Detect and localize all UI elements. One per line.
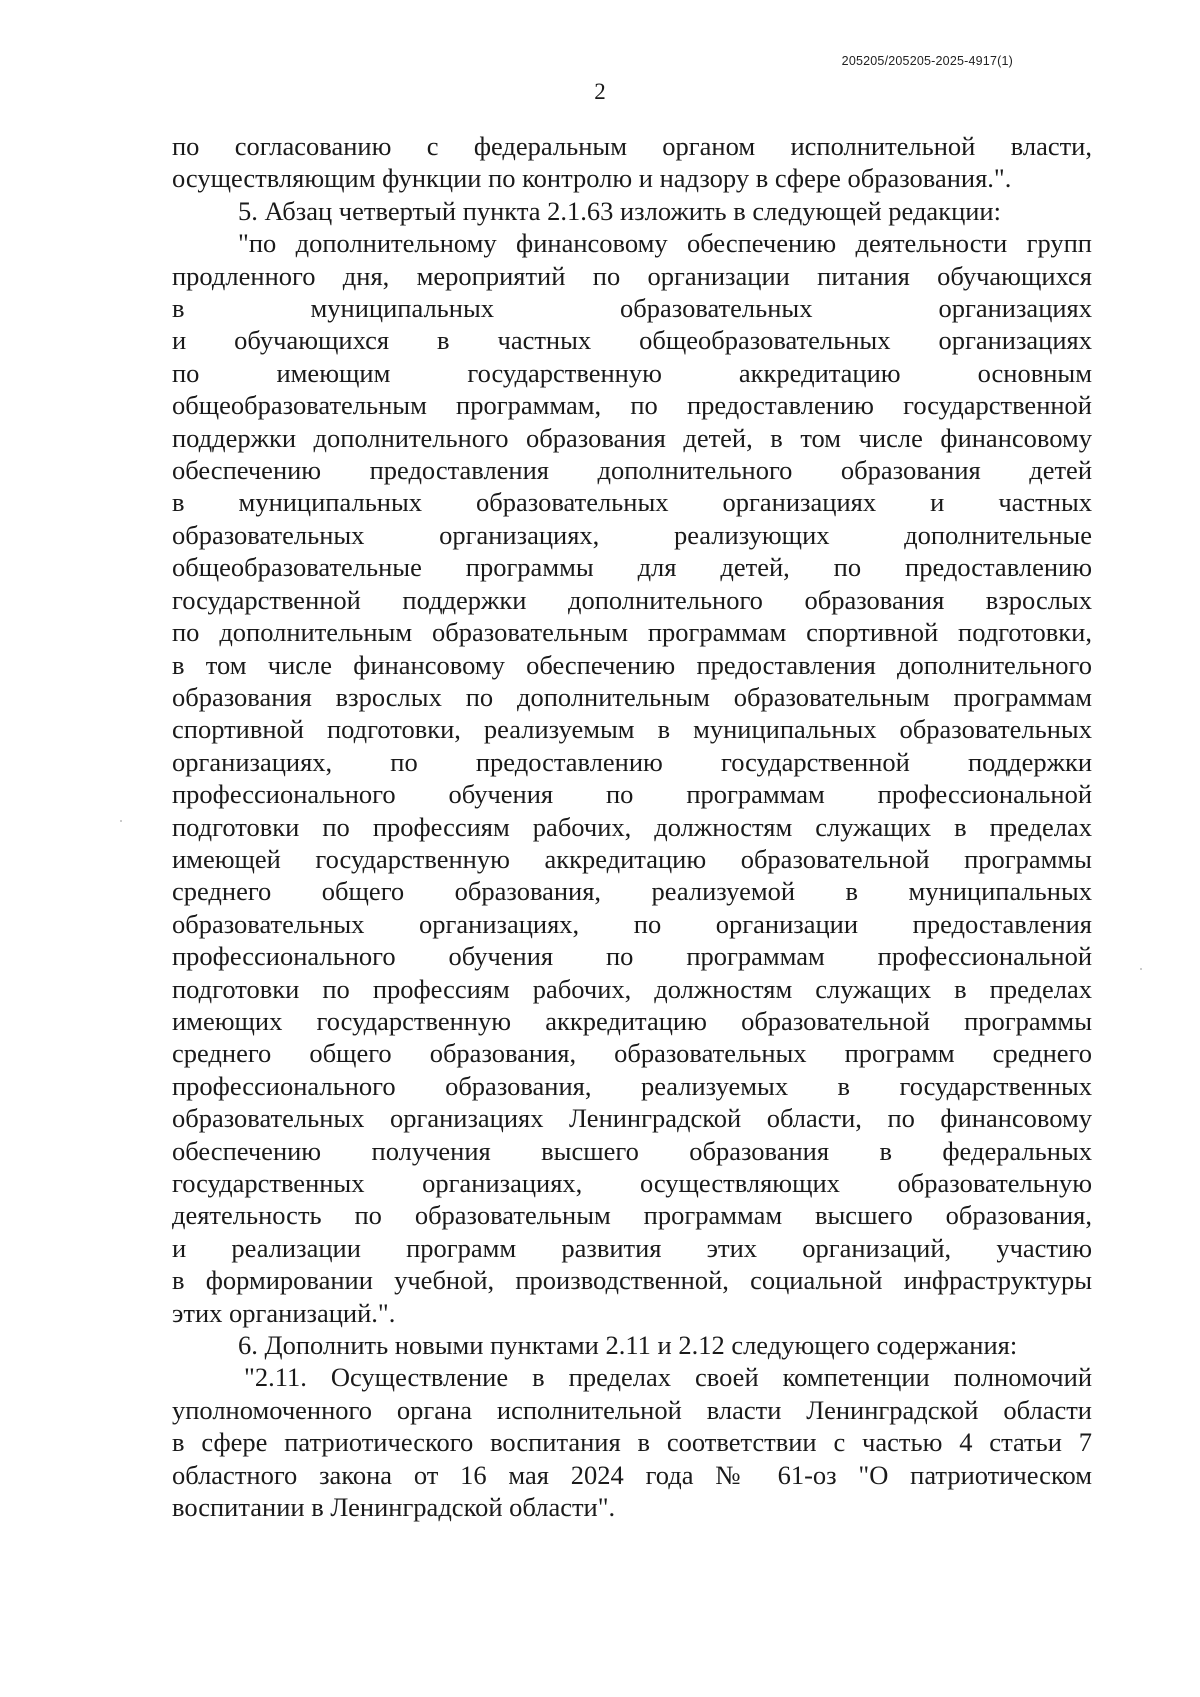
text-line: в муниципальных образовательных организациях и частных bbox=[172, 487, 1092, 518]
document-body bbox=[172, 130, 1092, 1523]
text-line: общеобразовательным программам, по предоставлению государственной bbox=[172, 390, 1092, 421]
text-line: по согласованию с федеральным органом исполнительной власти, bbox=[172, 131, 1092, 161]
text-line: образования взрослых по дополнительным образовательным программам bbox=[172, 681, 1092, 712]
text-line: 6. Дополнить новыми пунктами 2.11 и 2.12 следующего содержания: bbox=[238, 1330, 1018, 1361]
text-line: и реализации программ развития этих организаций, участию bbox=[172, 1232, 1092, 1263]
text-line: подготовки по профессиям рабочих, должностям служащих в пределах bbox=[172, 811, 1092, 842]
paragraph-item-6 bbox=[172, 1329, 1092, 1361]
text-line: в сфере патриотического воспитания в соответствии с частью 4 статьи 7 bbox=[172, 1427, 1092, 1458]
text-line: по дополнительным образовательным программам спортивной подготовки, bbox=[172, 617, 1092, 648]
text-line: профессионального обучения по программам профессиональной bbox=[172, 779, 1092, 810]
text-line: по имеющим государственную аккредитацию основным bbox=[172, 357, 1092, 388]
text-line: "по дополнительному финансовому обеспечению деятельности групп bbox=[238, 228, 1092, 259]
document-registration-number: 205205/205205-2025-4917(1) bbox=[841, 54, 1013, 68]
paragraph-intro bbox=[172, 130, 1092, 195]
text-line: имеющей государственную аккредитацию образовательной программы bbox=[172, 843, 1092, 874]
text-line: имеющих государственную аккредитацию образовательной программы bbox=[172, 1005, 1092, 1036]
text-line: государственной поддержки дополнительного образования взрослых bbox=[172, 584, 1092, 615]
text-line: общеобразовательные программы для детей, по предоставлению bbox=[172, 552, 1092, 583]
text-line: образовательных организациях Ленинградской области, по финансовому bbox=[172, 1103, 1092, 1134]
scan-speck bbox=[120, 820, 122, 822]
text-line: в том числе финансовому обеспечению предоставления дополнительного bbox=[172, 649, 1092, 680]
text-line: этих организаций.". bbox=[172, 1297, 396, 1328]
text-line: подготовки по профессиям рабочих, должностям служащих в пределах bbox=[172, 973, 1092, 1004]
text-line: среднего общего образования, образовательных программ среднего bbox=[172, 1038, 1092, 1069]
text-line: деятельность по образовательным программам высшего образования, bbox=[172, 1200, 1092, 1231]
paragraph-item-2-11 bbox=[172, 1361, 1092, 1523]
text-line: областного закона от 16 мая 2024 года № 61-оз "О патриотическом bbox=[172, 1459, 1092, 1490]
page-number: 2 bbox=[594, 79, 606, 104]
text-line: и обучающихся в частных общеобразовательных организациях bbox=[172, 325, 1092, 356]
text-line: образовательных организациях, по организации предоставления bbox=[172, 908, 1092, 939]
text-line: государственных организациях, осуществляющих образовательную bbox=[172, 1168, 1092, 1198]
text-line: среднего общего образования, реализуемой в муниципальных bbox=[172, 876, 1092, 907]
text-line: в формировании учебной, производственной, социальной инфраструктуры bbox=[172, 1265, 1092, 1296]
text-line: уполномоченного органа исполнительной власти Ленинградской области bbox=[172, 1394, 1092, 1425]
paragraph-item-5 bbox=[172, 195, 1092, 227]
text-line: 5. Абзац четвертый пункта 2.1.63 изложить в следующей редакции: bbox=[238, 195, 1001, 226]
text-line: поддержки дополнительного образования детей, в том числе финансовому bbox=[172, 422, 1092, 453]
text-line: осуществляющим функции по контролю и надзору в сфере образования.". bbox=[172, 163, 1012, 194]
text-line: организациях, по предоставлению государственной поддержки bbox=[172, 746, 1092, 777]
paragraph-item-5-quote bbox=[172, 227, 1092, 1329]
text-line: обеспечению получения высшего образования в федеральных bbox=[172, 1135, 1092, 1166]
text-line: профессионального образования, реализуемых в государственных bbox=[172, 1070, 1092, 1101]
text-line: образовательных организациях, реализующих дополнительные bbox=[172, 519, 1092, 550]
text-line: профессионального обучения по программам профессиональной bbox=[172, 941, 1092, 972]
text-line: спортивной подготовки, реализуемым в муниципальных образовательных bbox=[172, 714, 1092, 745]
text-line: "2.11. Осуществление в пределах своей компетенции полномочий bbox=[244, 1362, 1092, 1393]
text-line: воспитании в Ленинградской области". bbox=[172, 1492, 616, 1523]
text-line: продленного дня, мероприятий по организации питания обучающихся bbox=[172, 260, 1092, 291]
text-line: в муниципальных образовательных организациях bbox=[172, 293, 1092, 324]
scan-speck bbox=[1140, 968, 1142, 970]
text-line: обеспечению предоставления дополнительного образования детей bbox=[172, 455, 1092, 486]
